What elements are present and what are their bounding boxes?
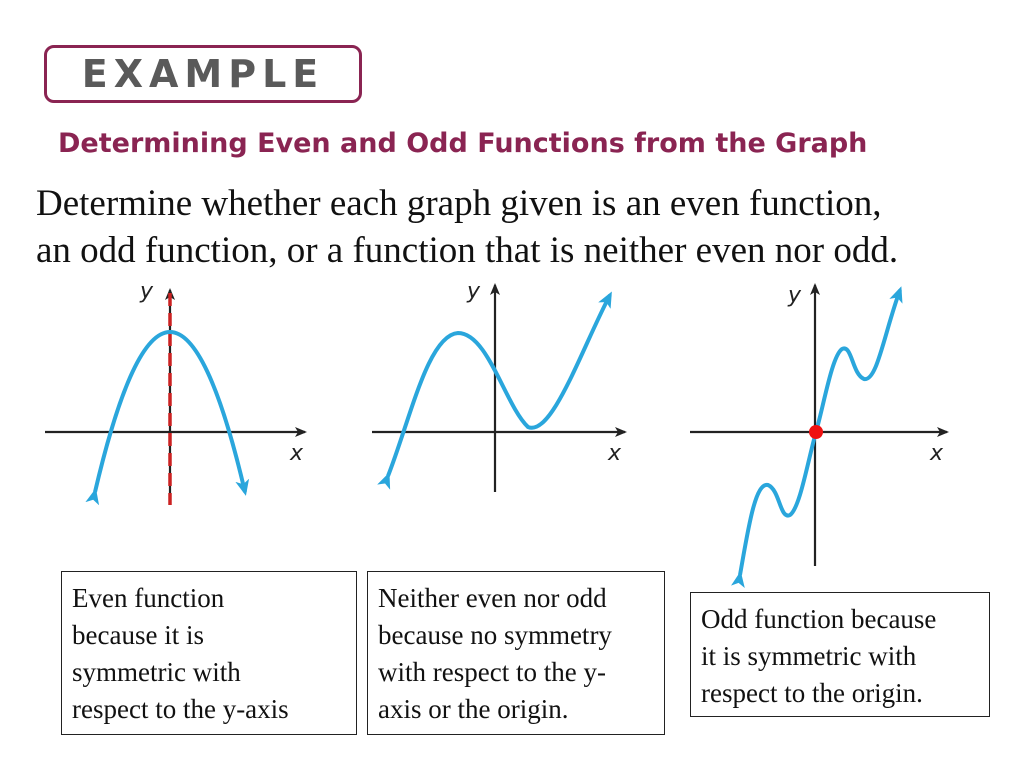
odd-note-line-1: Odd function because	[701, 604, 937, 634]
odd-note-line-3: respect to the origin.	[701, 678, 923, 708]
subtitle: Determining Even and Odd Functions from the Graph	[58, 128, 868, 159]
neither-note-line-3: with respect to the y-	[378, 657, 606, 687]
even-function-note	[61, 571, 357, 735]
even-note-line-4: respect to the y-axis	[72, 694, 289, 724]
even-y-label: y	[140, 279, 154, 304]
odd-x-label: x	[930, 441, 944, 466]
neither-note-line-1: Neither even nor odd	[378, 583, 607, 613]
neither-y-label: y	[467, 279, 481, 304]
odd-note-line-2: it is symmetric with	[701, 641, 917, 671]
odd-y-label: y	[788, 283, 802, 308]
prompt-line-1: Determine whether each graph given is an even function,	[36, 183, 882, 224]
neither-function-graph	[372, 279, 625, 492]
odd-function-note	[690, 592, 990, 717]
even-function-graph	[45, 279, 305, 505]
even-note-line-2: because it is	[72, 620, 204, 650]
neither-function-note	[367, 571, 665, 735]
odd-function-graph	[690, 283, 947, 575]
neither-note-line-4: axis or the origin.	[378, 694, 569, 724]
neither-x-label: x	[608, 441, 622, 466]
odd-origin-point	[809, 425, 823, 439]
even-note-line-1: Even function	[72, 583, 225, 613]
even-note-line-3: symmetric with	[72, 657, 241, 687]
even-x-label: x	[290, 441, 304, 466]
neither-note-line-2: because no symmetry	[378, 620, 612, 650]
prompt-line-2: an odd function, or a function that is neither even nor odd.	[36, 230, 899, 271]
neither-curve	[388, 295, 610, 476]
example-banner-label: EXAMPLE	[81, 52, 325, 96]
